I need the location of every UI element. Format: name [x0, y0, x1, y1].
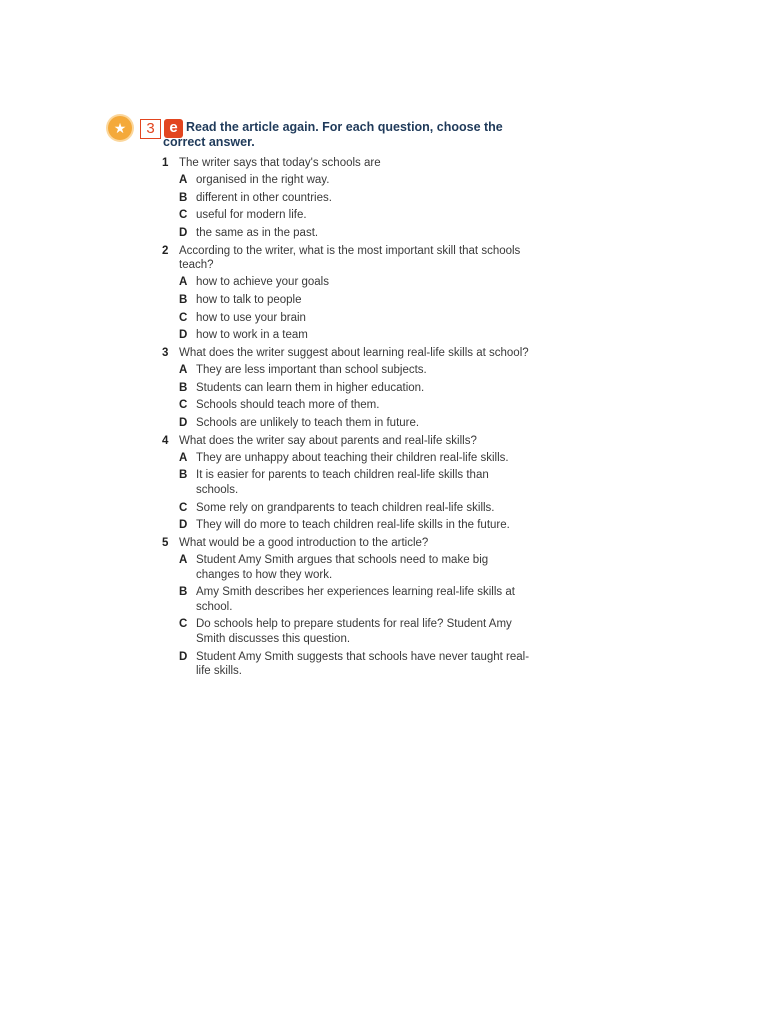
answer-option[interactable] — [179, 398, 532, 413]
option-text: It is easier for parents to teach children real-life skills than schools. — [196, 469, 489, 496]
option-letter: A — [179, 174, 188, 186]
option-letter: D — [179, 650, 188, 663]
question-text: According to the writer, what is the most important skill that schools teach? — [179, 244, 521, 272]
option-letter: C — [179, 311, 188, 324]
question-number: 4 — [162, 434, 169, 447]
exercise-number-badge: 3 — [140, 119, 161, 139]
question-item — [162, 156, 532, 241]
answer-option[interactable] — [179, 451, 532, 466]
question-number: 3 — [162, 347, 169, 359]
option-text: Do schools help to prepare students for real life? Student Amy Smith discusses this question. — [196, 618, 512, 645]
question-item — [162, 346, 532, 431]
option-letter: C — [179, 501, 188, 514]
question-number: 2 — [162, 244, 169, 257]
option-letter: C — [179, 209, 188, 222]
question-item — [162, 536, 532, 679]
star-icon: ★ — [108, 116, 132, 140]
question-list — [162, 156, 532, 682]
answer-option[interactable] — [179, 208, 532, 223]
option-text: organised in the right way. — [196, 174, 330, 186]
answer-option[interactable] — [179, 518, 532, 533]
answer-option[interactable] — [179, 293, 532, 308]
answer-option[interactable] — [179, 650, 532, 679]
option-letter: D — [179, 417, 188, 430]
option-text: They are less important than school subjects. — [196, 364, 427, 376]
option-text: the same as in the past. — [196, 227, 319, 240]
question-text: What would be a good introduction to the article? — [179, 537, 429, 549]
answer-option[interactable] — [179, 468, 532, 497]
answer-option[interactable] — [179, 381, 532, 396]
answer-option[interactable] — [179, 501, 532, 516]
answer-option[interactable] — [179, 226, 532, 241]
exam-task-e-icon: e — [164, 119, 183, 138]
question-text: What does the writer suggest about learning real-life skills at school? — [179, 347, 529, 359]
option-text: They will do more to teach children real-life skills in the future. — [196, 519, 510, 532]
option-letter: C — [179, 399, 188, 412]
answer-option[interactable] — [179, 617, 532, 646]
question-text: The writer says that today's schools are — [179, 157, 381, 169]
option-text: Student Amy Smith argues that schools need to make big changes to how they work. — [196, 554, 489, 581]
option-text: They are unhappy about teaching their children real-life skills. — [196, 451, 509, 464]
question-item — [162, 434, 532, 533]
answer-option[interactable] — [179, 553, 532, 582]
option-letter: B — [179, 586, 188, 599]
question-text: What does the writer say about parents and real-life skills? — [179, 434, 477, 447]
answer-option[interactable] — [179, 275, 532, 290]
answer-option[interactable] — [179, 328, 532, 343]
answer-option[interactable] — [179, 363, 532, 378]
option-letter: D — [179, 227, 188, 240]
question-number: 1 — [162, 157, 169, 169]
answer-option[interactable] — [179, 311, 532, 326]
option-letter: B — [179, 469, 188, 482]
option-text: Some rely on grandparents to teach children real-life skills. — [196, 501, 495, 514]
option-letter: D — [179, 519, 188, 532]
option-text: Students can learn them in higher education. — [196, 381, 425, 394]
option-text: useful for modern life. — [196, 209, 307, 222]
instruction-line-2: correct answer. — [163, 135, 255, 149]
option-letter: B — [179, 293, 188, 306]
option-text: how to work in a team — [196, 329, 308, 342]
exercise-3e — [108, 116, 530, 678]
option-letter: A — [179, 276, 188, 289]
question-number: 5 — [162, 537, 169, 549]
option-text: Student Amy Smith suggests that schools have never taught real-life skills. — [196, 650, 530, 678]
answer-option[interactable] — [179, 173, 532, 188]
question-item — [162, 244, 532, 343]
answer-option[interactable] — [179, 191, 532, 206]
option-letter: D — [179, 329, 188, 342]
option-text: Schools should teach more of them. — [196, 399, 380, 412]
option-text: different in other countries. — [196, 191, 332, 204]
option-letter: B — [179, 191, 188, 204]
option-letter: A — [179, 451, 188, 464]
option-text: how to use your brain — [196, 311, 306, 324]
option-letter: A — [179, 364, 188, 376]
answer-option[interactable] — [179, 416, 532, 431]
option-letter: A — [179, 554, 188, 566]
exercise-instruction — [163, 120, 531, 149]
option-letter: B — [179, 381, 188, 394]
option-letter: C — [179, 618, 188, 631]
option-text: Amy Smith describes her experiences learning real-life skills at school. — [196, 586, 515, 613]
option-text: how to talk to people — [196, 293, 302, 306]
instruction-line-1: Read the article again. For each question, choose the — [186, 120, 503, 134]
option-text: Schools are unlikely to teach them in future. — [196, 417, 420, 430]
option-text: how to achieve your goals — [196, 276, 329, 289]
answer-option[interactable] — [179, 585, 532, 614]
exercise-header — [108, 116, 528, 149]
